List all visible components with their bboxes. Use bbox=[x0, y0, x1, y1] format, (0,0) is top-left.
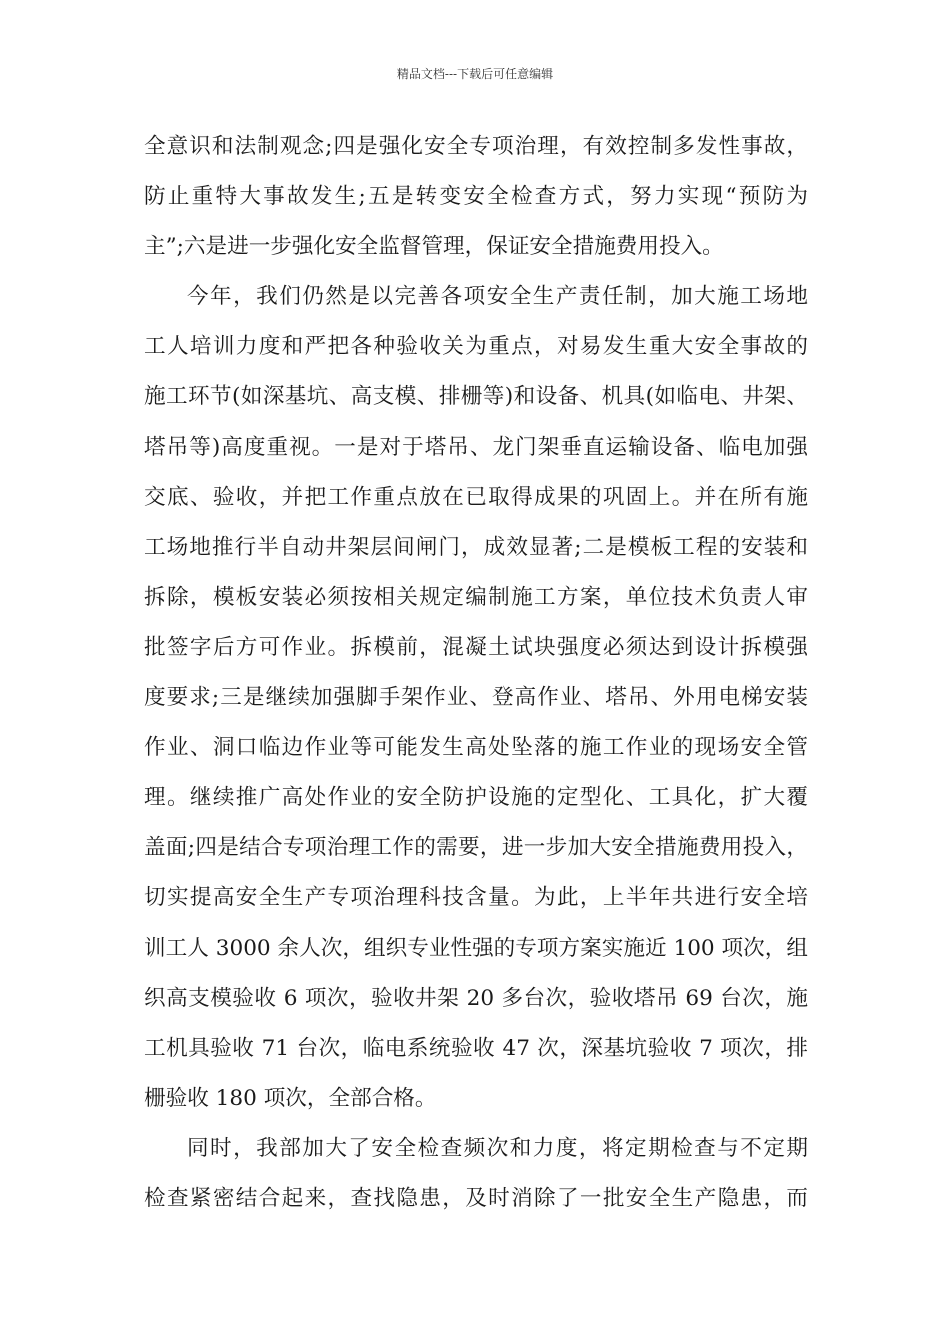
paragraph-3 bbox=[144, 1124, 808, 1224]
text-line: 训工人 3000 余人次，组织专业性强的专项方案实施近 100 项次，组 bbox=[144, 935, 808, 961]
text-line: 切实提高安全生产专项治理科技含量。为此，上半年共进行安全培 bbox=[144, 885, 808, 911]
text-line: 作业、洞口临边作业等可能发生高处坠落的施工作业的现场安全管 bbox=[144, 735, 808, 761]
text-line: 度要求;三是继续加强脚手架作业、登高作业、塔吊、外用电梯安装 bbox=[144, 685, 808, 711]
document-body bbox=[144, 122, 808, 1224]
text-line: 主”;六是进一步强化安全监督管理，保证安全措施费用投入。 bbox=[144, 234, 724, 260]
text-line: 织高支模验收 6 项次，验收井架 20 多台次，验收塔吊 69 台次，施 bbox=[144, 985, 808, 1011]
text-line: 盖面;四是结合专项治理工作的需要，进一步加大安全措施费用投入， bbox=[144, 835, 808, 861]
text-line: 批签字后方可作业。拆模前，混凝土试块强度必须达到设计拆模强 bbox=[144, 634, 808, 660]
text-line: 防止重特大事故发生;五是转变安全检查方式，努力实现“预防为 bbox=[144, 184, 808, 210]
text-line: 工场地推行半自动井架层间闸门，成效显著;二是模板工程的安装和 bbox=[144, 534, 808, 560]
text-line: 拆除，模板安装必须按相关规定编制施工方案，单位技术负责人审 bbox=[144, 584, 808, 610]
text-line: 交底、验收，并把工作重点放在已取得成果的巩固上。并在所有施 bbox=[144, 484, 808, 510]
text-line: 理。继续推广高处作业的安全防护设施的定型化、工具化，扩大覆 bbox=[144, 785, 808, 811]
text-line: 检查紧密结合起来，查找隐患，及时消除了一批安全生产隐患，而 bbox=[144, 1185, 808, 1211]
paragraph-2 bbox=[144, 272, 808, 1124]
text-line: 今年，我们仍然是以完善各项安全生产责任制，加大施工场地 bbox=[187, 284, 808, 310]
page-header: 精品文档---下载后可任意编辑 bbox=[396, 67, 554, 81]
text-line: 同时，我部加大了安全检查频次和力度，将定期检查与不定期 bbox=[187, 1135, 808, 1161]
text-line: 施工环节(如深基坑、高支模、排栅等)和设备、机具(如临电、井架、 bbox=[144, 384, 808, 410]
text-line: 栅验收 180 项次，全部合格。 bbox=[144, 1085, 437, 1111]
paragraph-1 bbox=[144, 122, 808, 272]
text-line: 工机具验收 71 台次，临电系统验收 47 次，深基坑验收 7 项次，排 bbox=[144, 1035, 808, 1061]
text-line: 塔吊等)高度重视。一是对于塔吊、龙门架垂直运输设备、临电加强 bbox=[144, 434, 808, 460]
text-line: 全意识和法制观念;四是强化安全专项治理，有效控制多发性事故， bbox=[144, 134, 808, 159]
text-line: 工人培训力度和严把各种验收关为重点，对易发生重大安全事故的 bbox=[144, 334, 808, 360]
